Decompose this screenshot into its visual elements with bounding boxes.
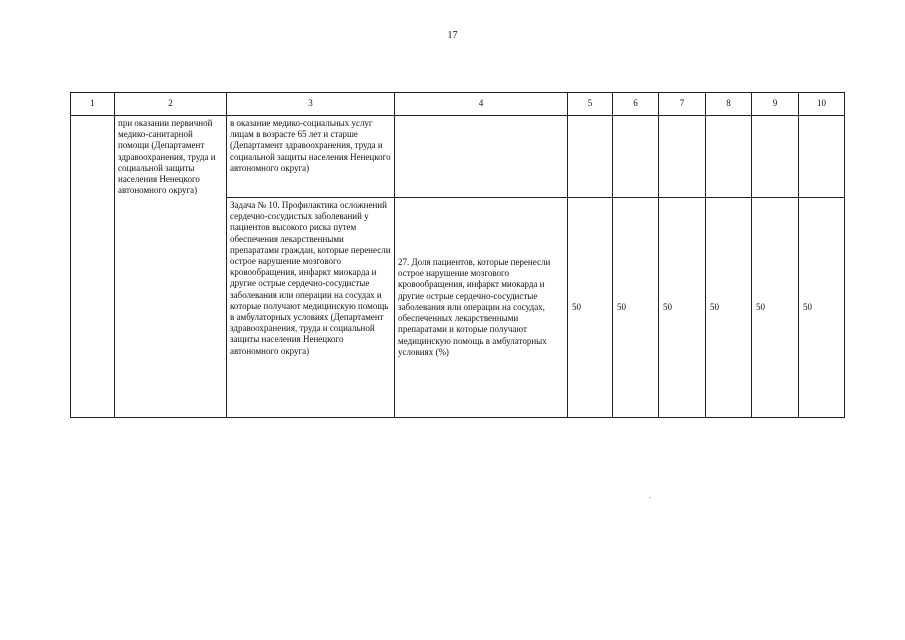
header-cell-8: 8 [706,93,752,116]
task-10-cell: Задача № 10. Профилактика осложнений сердечно-сосудистых заболеваний у пациентов высокого риска путем обеспечения лекарственными препаратами граждан, которые перенесли острое нарушение мозгового кровообращения, инфаркт миокарда и другие острые сердечно-сосудистые заболевания или операции на сосудах и которые получают медицинскую помощь в амбулаторных условиях (Департамент здравоохранения, труда и социальной защиты населения Ненецкого автономного округа) [227,198,395,418]
table-row [71,116,845,198]
page-number: 17 [447,30,458,41]
value-cell-empty [799,116,845,198]
value-cell: 50 [752,198,799,418]
value-cell: 50 [659,198,706,418]
indicators-table [70,92,845,418]
value-cell-empty [752,116,799,198]
value-cell: 50 [568,198,613,418]
value-cell: 50 [706,198,752,418]
header-cell-1: 1 [71,93,115,116]
value-cell-empty [568,116,613,198]
program-cell: при оказании первичной медико-санитарной помощи (Департамент здравоохранения, труда и социальной защиты населения Ненецкого автономного округа) [115,116,227,418]
header-cell-4: 4 [395,93,568,116]
header-cell-3: 3 [227,93,395,116]
header-cell-5: 5 [568,93,613,116]
value-cell-empty [613,116,659,198]
table-header-row [71,93,845,116]
value-cell: 50 [613,198,659,418]
col1-cell [71,116,115,418]
value-cell: 50 [799,198,845,418]
value-cell-empty [706,116,752,198]
header-cell-7: 7 [659,93,706,116]
scan-speck [649,497,651,498]
header-cell-10: 10 [799,93,845,116]
value-cell-empty [659,116,706,198]
header-cell-9: 9 [752,93,799,116]
header-cell-2: 2 [115,93,227,116]
task-cell: в оказание медико-социальных услуг лицам в возрасте 65 лет и старше (Департамент здравоохранения, труда и социальной защиты населения Ненецкого автономного округа) [227,116,395,198]
header-cell-6: 6 [613,93,659,116]
indicator-27-cell: 27. Доля пациентов, которые перенесли острое нарушение мозгового кровообращения, инфаркт миокарда и другие острые сердечно-сосудистые заболевания или операции на сосудах, обеспеченных лекарственными препаратами и которые получают медицинскую помощь в амбулаторных условиях (%) [395,198,568,418]
indicator-cell-empty [395,116,568,198]
